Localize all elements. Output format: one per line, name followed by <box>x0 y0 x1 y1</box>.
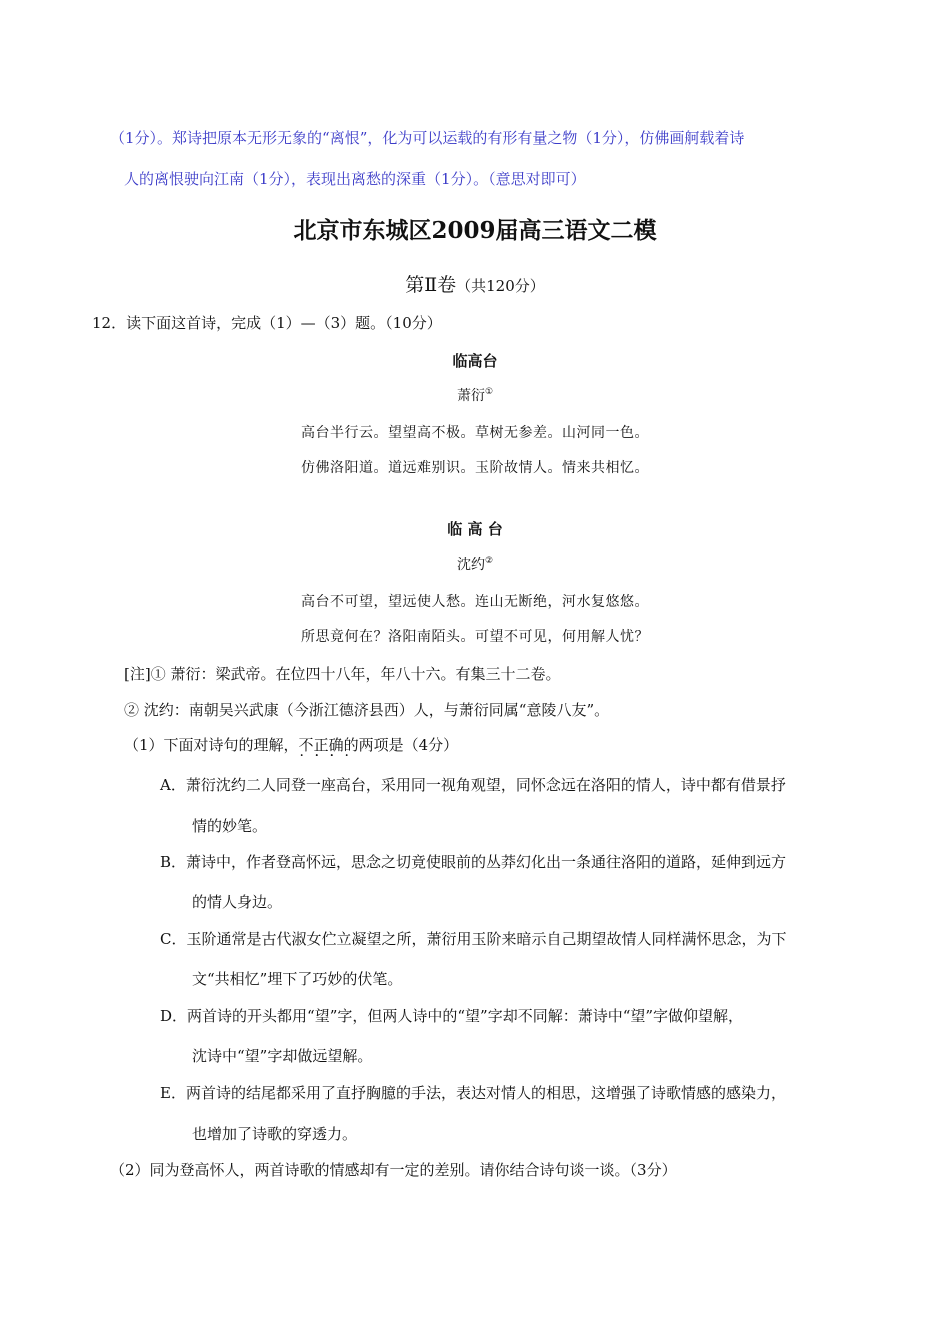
poem1-author: 萧衍① <box>456 387 494 404</box>
option-d: D．两首诗的开头都用“望”字，但两人诗中的“望”字却不同解：萧诗中“望”字做仰望解， <box>160 1007 744 1025</box>
option-c: C．玉阶通常是古代淑女伫立凝望之所，萧衍用玉阶来暗示自己期望故情人同样满怀思念，为下 <box>160 930 787 948</box>
option-b-label: B． <box>160 853 187 871</box>
poem1-line-1: 高台半行云。望望高不极。草树无参差。山河同一色。 <box>301 425 649 441</box>
option-b-continued: 的情人身边。 <box>192 893 283 911</box>
option-d-label: D． <box>160 1007 188 1025</box>
option-c-label: C． <box>160 930 187 948</box>
option-a: A．萧衍沈约二人同登一座高台，采用同一视角观望，同怀念远在洛阳的情人，诗中都有借景抒 <box>160 776 786 794</box>
note-2: ② 沈约：南朝吴兴武康（今浙江德济县西）人，与萧衍同属“意陵八友”。 <box>124 701 610 719</box>
question-12-prompt: 12．读下面这首诗，完成（1）—（3）题。（10分） <box>92 314 442 332</box>
emphasis-char-2: 正 · · <box>314 734 329 755</box>
option-e-continued: 也增加了诗歌的穿透力。 <box>192 1125 358 1143</box>
answer-line-1: （1分）。郑诗把原本无形无象的“离恨”，化为可以运载的有形有量之物（1分），仿佛画舸载着诗 <box>110 129 745 147</box>
poem2-line-1: 高台不可望，望远使人愁。连山无断绝，河水复悠悠。 <box>301 594 649 610</box>
section-score: （共120分） <box>456 277 545 295</box>
poem1-note-mark: ① <box>484 387 494 397</box>
answer-line-2: 人的离恨驶向江南（1分），表现出离愁的深重（1分）。（意思对即可） <box>124 170 586 188</box>
option-e-label: E． <box>160 1084 186 1102</box>
emphasis-char-1: 不 · · <box>299 734 314 755</box>
option-d-continued: 沈诗中“望”字却做远望解。 <box>192 1047 373 1065</box>
poem2-author: 沈约② <box>456 556 494 573</box>
sub-question-1-prompt: （1）下面对诗句的理解，不 · ·正 · ·确 · ·的两项是（4分） <box>124 734 458 755</box>
sub-question-2-prompt: （2）同为登高怀人，两首诗歌的情感却有一定的差别。请你结合诗句谈一谈。（3分） <box>110 1161 677 1179</box>
emphasis-char-3: 确 · · <box>329 734 344 755</box>
note-1: [注]① 萧衍：梁武帝。在位四十八年，年八十六。有集三十二卷。 <box>124 665 561 683</box>
poem2-title: 临 高 台 <box>447 520 503 538</box>
section-name: 第Ⅱ卷 <box>405 274 457 296</box>
poem2-line-2: 所思竟何在？洛阳南陌头。可望不可见，何用解人忧？ <box>301 629 649 645</box>
option-e: E．两首诗的结尾都采用了直抒胸臆的手法，表达对情人的相思，这增强了诗歌情感的感染力， <box>160 1084 786 1102</box>
poem1-line-2: 仿佛洛阳道。道远难别识。玉阶故情人。情来共相忆。 <box>301 460 649 476</box>
option-b: B．萧诗中，作者登高怀远，思念之切竟使眼前的丛莽幻化出一条通往洛阳的道路，延伸到远方 <box>160 853 787 871</box>
document-title: 北京市东城区2009届高三语文二模 <box>293 217 657 244</box>
option-a-continued: 情的妙笔。 <box>192 817 268 835</box>
option-a-label: A． <box>160 776 186 794</box>
poem2-note-mark: ② <box>484 556 494 566</box>
poem1-title: 临高台 <box>452 352 498 370</box>
option-c-continued: 文“共相忆”埋下了巧妙的伏笔。 <box>192 970 403 988</box>
section-title <box>0 270 950 297</box>
